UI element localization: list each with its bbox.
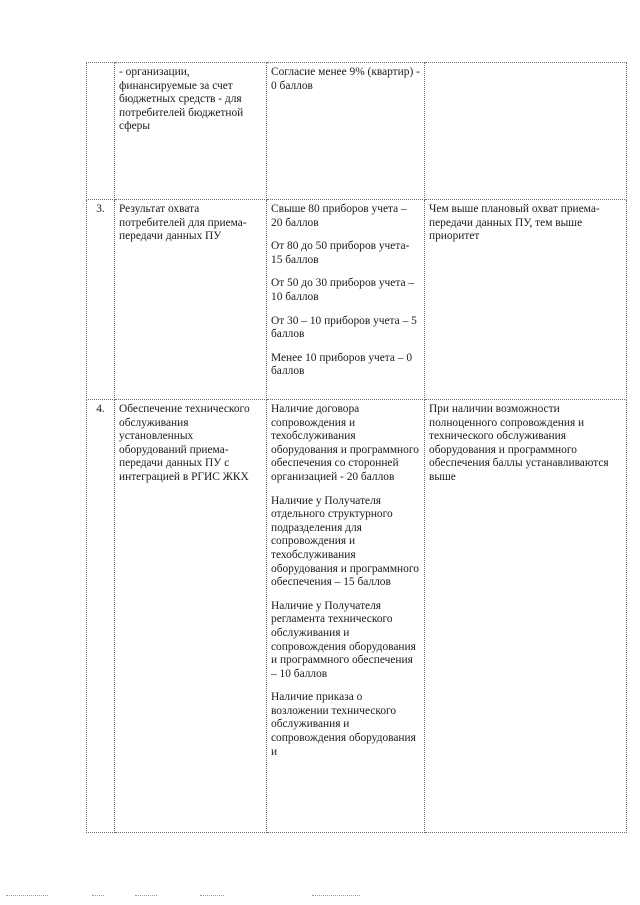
footer-dash <box>92 895 104 896</box>
note-cell: Чем выше плановый охват приема-передачи данных ПУ, тем выше приоритет <box>425 200 627 400</box>
score-item: От 80 до 50 приборов учета- 15 баллов <box>271 240 410 266</box>
criteria-table <box>86 62 627 833</box>
score-item: Наличие договора сопровождения и техобслуживания оборудования и программного обеспечения со сторонней организацией - 20 баллов <box>271 403 419 483</box>
footer-dash <box>200 895 224 896</box>
footer-dash <box>312 895 360 896</box>
row-number: 3. <box>87 200 115 400</box>
note-cell <box>425 63 627 200</box>
scores-cell <box>267 400 425 833</box>
criterion-cell: - организации, финансируемые за счет бюджетных средств - для потребителей бюджетной сферы <box>115 63 267 200</box>
score-item: Наличие у Получателя регламента технического обслуживания и сопровождения оборудования и программного обеспечения – 10 баллов <box>271 599 416 680</box>
scores-cell <box>267 63 425 200</box>
score-item: Наличие приказа о возложении технического обслуживания и сопровождения оборудования и <box>271 691 416 758</box>
table-row <box>87 200 627 400</box>
footer-dash <box>6 895 48 896</box>
note-cell: При наличии возможности полноценного сопровождения и технического обслуживания оборудования и программного обеспечения баллы устанавливаются выше <box>425 400 627 833</box>
score-item: Наличие у Получателя отдельного структурного подразделения для сопровождения и техобслуживания оборудования и программного обеспечения – 15 баллов <box>271 494 419 589</box>
table-row <box>87 63 627 200</box>
score-item: Менее 10 приборов учета – 0 баллов <box>271 351 413 378</box>
table-row <box>87 400 627 833</box>
footer-dash <box>135 895 157 896</box>
score-item: Согласие менее 9% (квартир) - 0 баллов <box>271 66 420 92</box>
criterion-cell: Обеспечение технического обслуживания установленных оборудований приема-передачи данных ПУ с интеграцией в РГИС ЖКХ <box>115 400 267 833</box>
score-item: Свыше 80 приборов учета – 20 баллов <box>271 203 407 229</box>
footer-marks <box>0 895 640 899</box>
row-number <box>87 63 115 200</box>
row-number: 4. <box>87 400 115 833</box>
criterion-cell: Результат охвата потребителей для приема-передачи данных ПУ <box>115 200 267 400</box>
score-item: От 50 до 30 приборов учета – 10 баллов <box>271 277 415 303</box>
scores-cell <box>267 200 425 400</box>
score-item: От 30 – 10 приборов учета – 5 баллов <box>271 314 417 341</box>
